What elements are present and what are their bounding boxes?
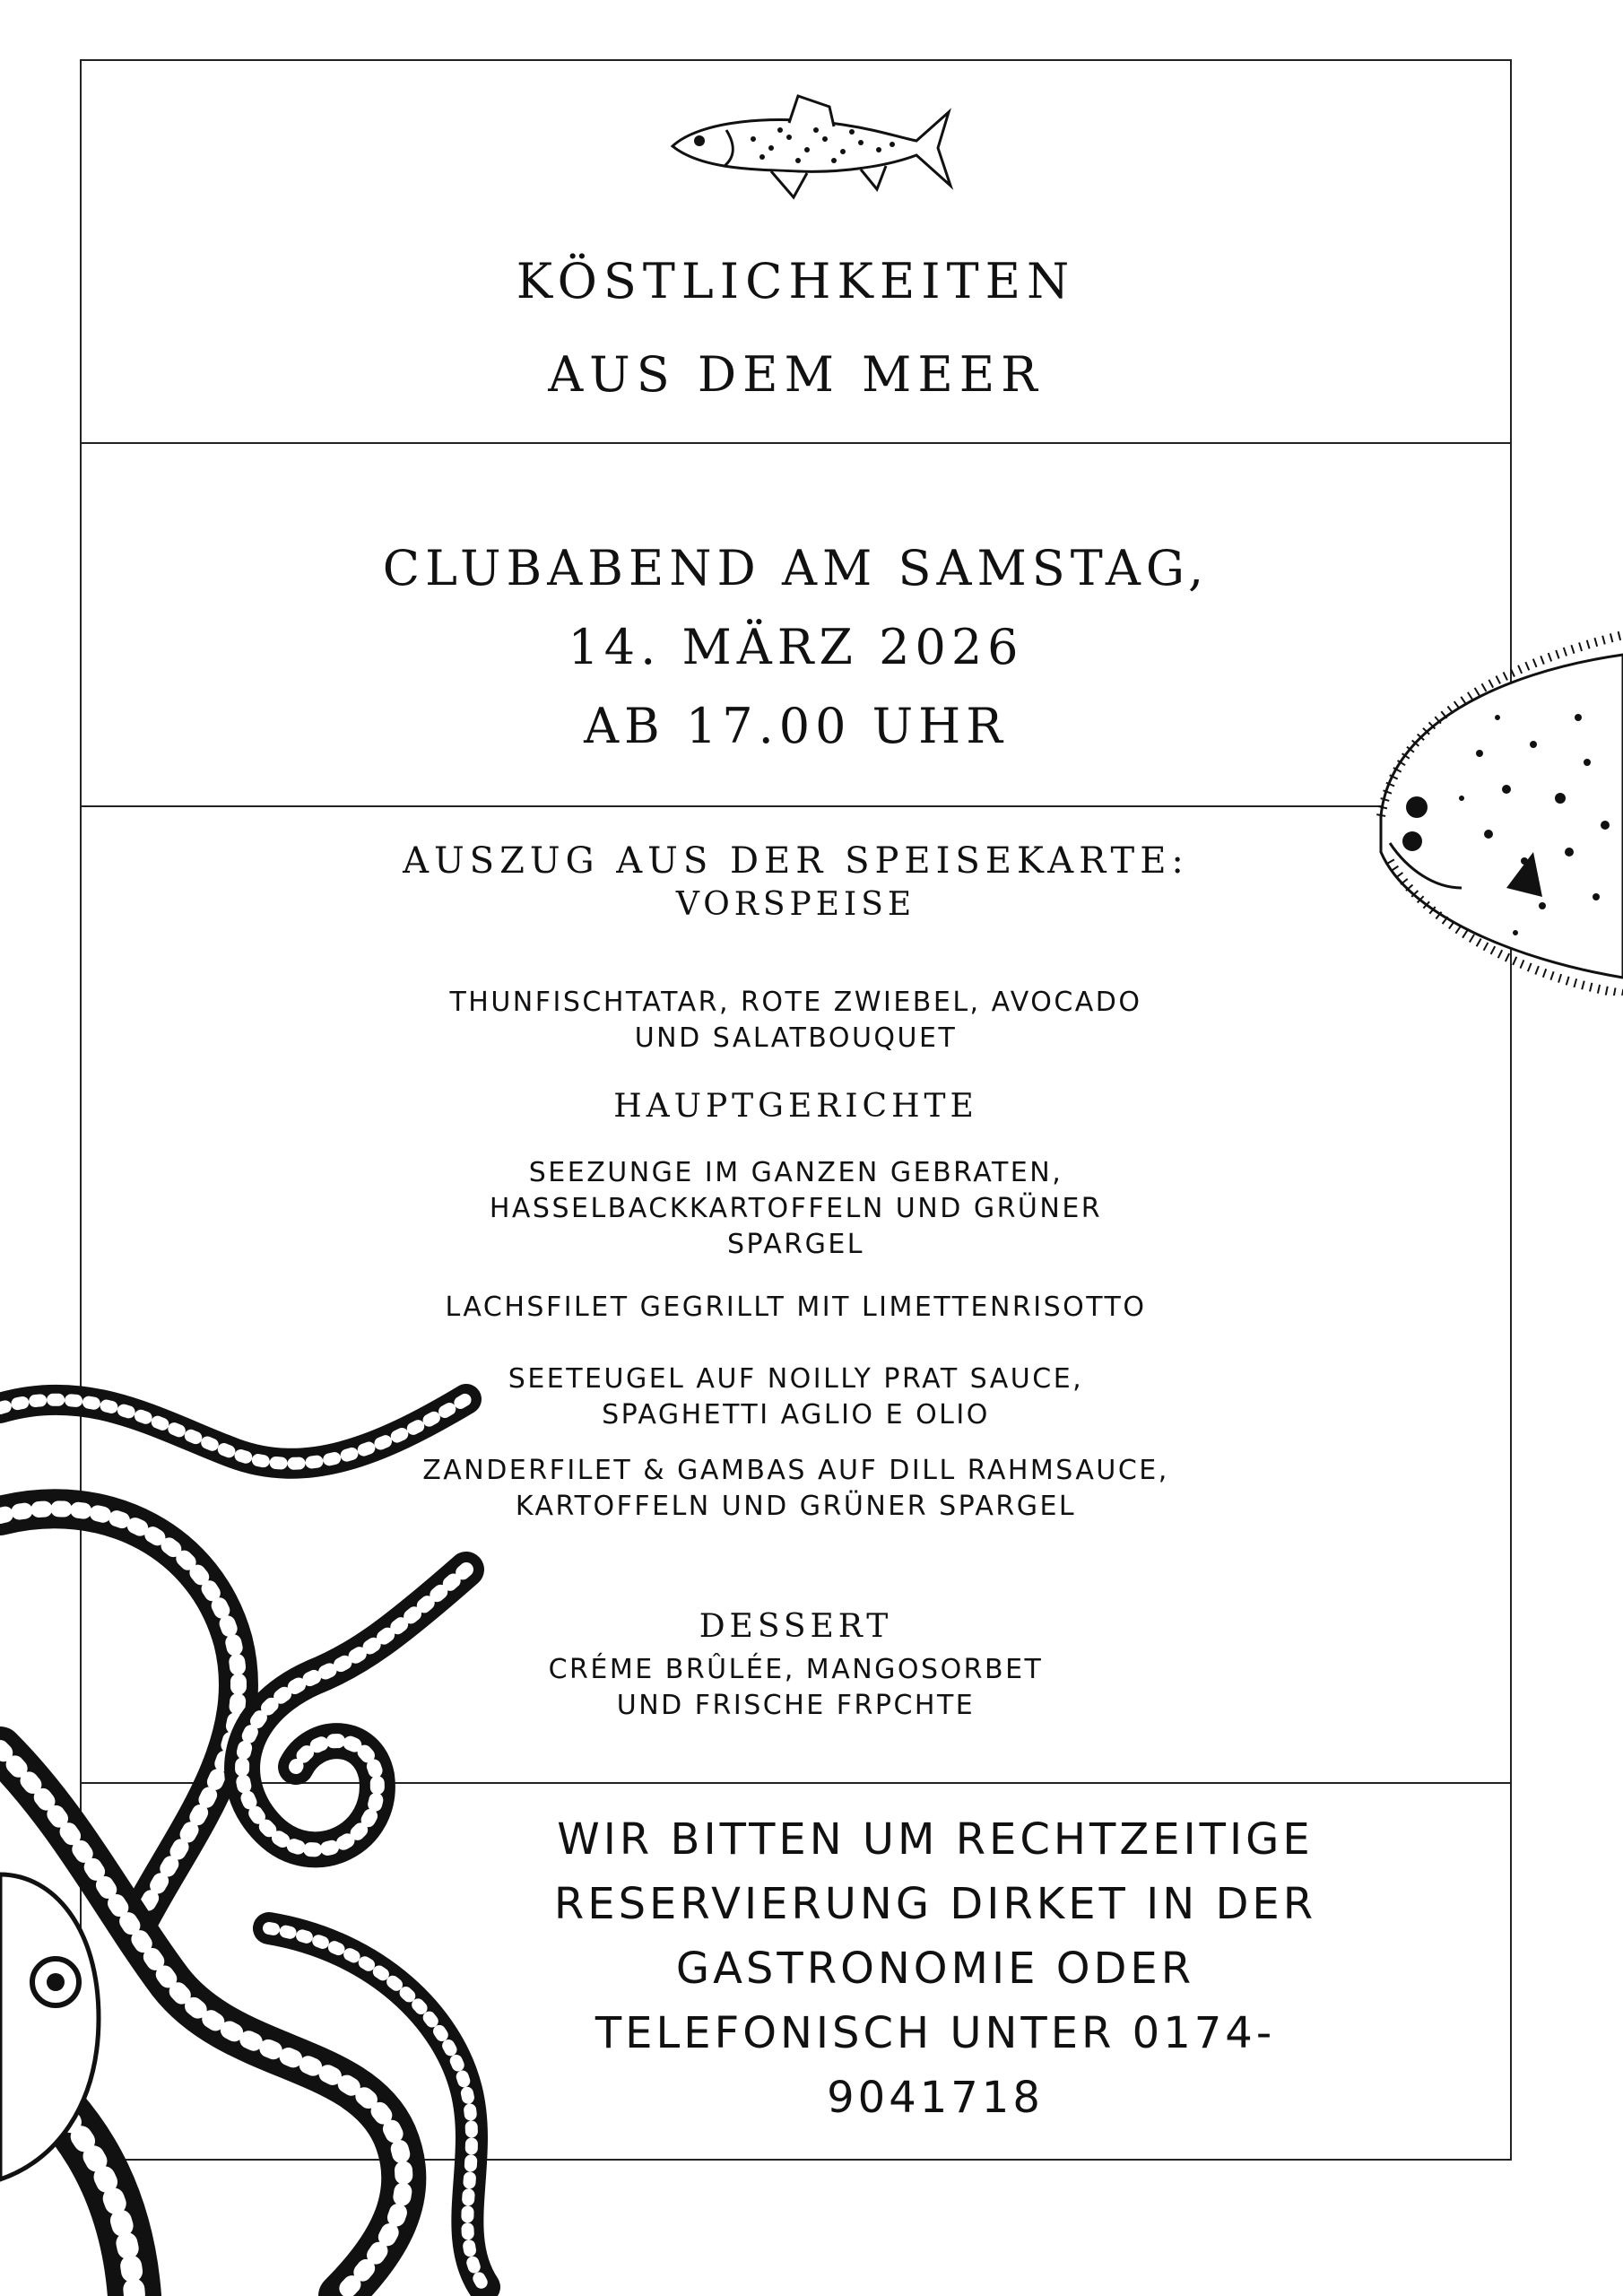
event-line-1: CLUBABEND AM SAMSTAG,: [382, 540, 1210, 596]
page-title: [80, 235, 1512, 422]
main-dish-4-line-1: ZANDERFILET & GAMBAS AUF DILL RAHMSAUCE,: [422, 1455, 1169, 1486]
reservation-line-5: 9041718: [827, 2073, 1044, 2123]
divider-2: [80, 805, 1512, 807]
main-dish-4-line-2: KARTOFFELN UND GRÜNER SPARGEL: [515, 1491, 1077, 1522]
main-dish-3-line-2: SPAGHETTI AGLIO E OLIO: [602, 1399, 990, 1431]
main-dish-1: [80, 1155, 1512, 1263]
course-starter-label: VORSPEISE: [675, 886, 916, 923]
menu-heading-text: AUSZUG AUS DER SPEISEKARTE:: [403, 840, 1189, 882]
main-dish-1-line-1: SEEZUNGE IM GANZEN GEBRATEN,: [528, 1157, 1063, 1188]
reservation-line-2: RESERVIERUNG DIRKET IN DER: [553, 1879, 1317, 1929]
event-line-3: AB 17.00 UHR: [584, 698, 1008, 754]
divider-1: [80, 442, 1512, 444]
reservation-line-1: WIR BITTEN UM RECHTZEITIGE: [557, 1814, 1314, 1865]
dessert-dish-line-1: CRÉME BRÛLÉE, MANGOSORBET: [548, 1654, 1044, 1685]
main-dish-2: [80, 1290, 1512, 1326]
main-dish-1-line-3: SPARGEL: [727, 1229, 864, 1260]
course-mains-label: HAUPTGERICHTE: [613, 1088, 978, 1125]
main-dish-2-line-1: LACHSFILET GEGRILLT MIT LIMETTENRISOTTO: [445, 1292, 1147, 1323]
course-dessert-label: DESSERT: [699, 1608, 893, 1645]
starter-dish: [80, 985, 1512, 1057]
starter-dish-line-1: THUNFISCHTATAR, ROTE ZWIEBEL, AVOCADO: [449, 987, 1142, 1018]
title-line-2: AUS DEM MEER: [548, 346, 1044, 403]
event-info: [80, 529, 1512, 766]
reservation-note: [359, 1807, 1512, 2130]
trout-icon: [664, 85, 959, 206]
dessert-dish-line-2: UND FRISCHE FRPCHTE: [616, 1690, 976, 1721]
title-line-1: KÖSTLICHKEITEN: [516, 253, 1076, 309]
menu-heading: [80, 839, 1512, 926]
event-line-2: 14. MÄRZ 2026: [568, 619, 1024, 675]
reservation-line-4: TELEFONISCH UNTER 0174-: [595, 2008, 1276, 2058]
reservation-line-3: GASTRONOMIE ODER: [675, 1944, 1195, 1994]
flounder-icon: [1354, 619, 1623, 996]
octopus-icon: [0, 1372, 502, 2296]
main-dish-1-line-2: HASSELBACKKARTOFFELN UND GRÜNER: [489, 1193, 1103, 1224]
main-dish-3-line-1: SEETEUGEL AUF NOILLY PRAT SAUCE,: [508, 1363, 1084, 1395]
starter-dish-line-2: UND SALATBOUQUET: [634, 1022, 958, 1054]
